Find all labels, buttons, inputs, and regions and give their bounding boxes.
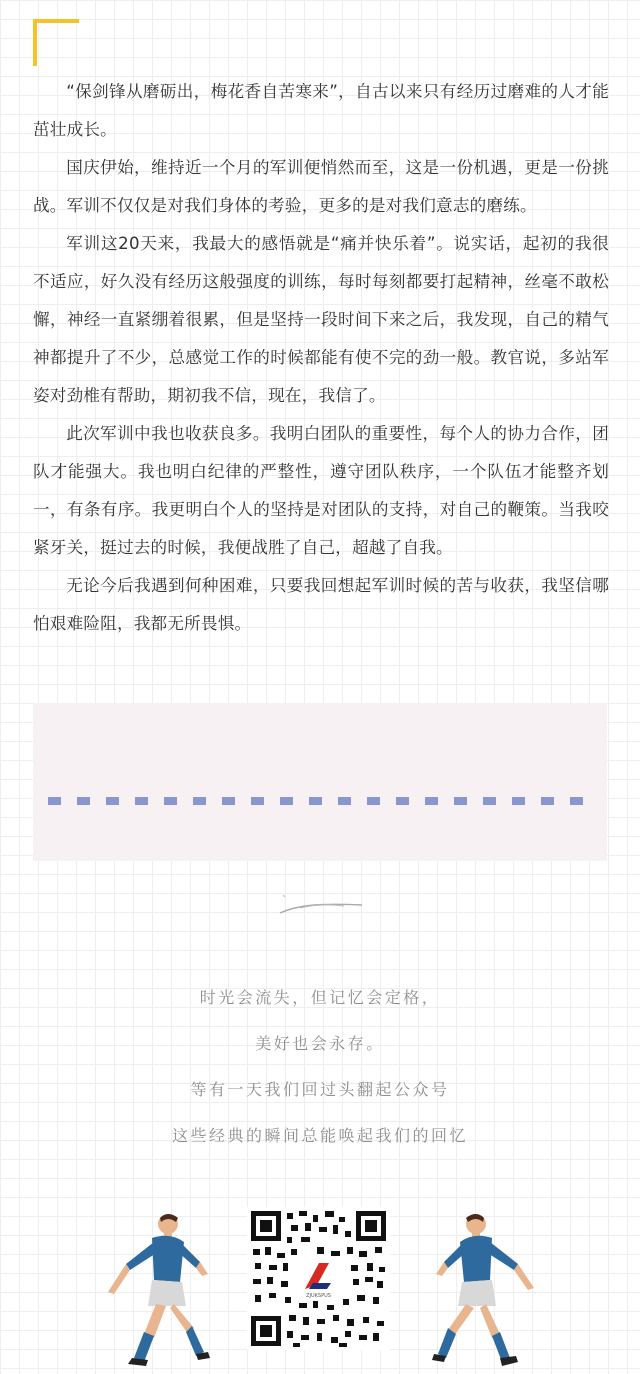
paragraph: “保剑锋从磨砺出，梅花香自苦寒来”，自古以来只有经历过磨难的人才能茁壮成长。 bbox=[33, 82, 609, 139]
paragraph: 军训这20天来，我最大的感悟就是“痛并快乐着”。说实话，起初的我很不适应，好久没有经历这般强度的训练，每时每刻都要打起精神，丝毫不敢松懈，神经一直紧绷着很累，但是坚持一段时间下来之后，我发现，自己的精气神都提升了不少，总感觉工作的时候都能有使不完的劲一般。教官说，多站军姿对劲椎有帮助，期初我不信，现在，我信了。 bbox=[33, 234, 609, 405]
article-body bbox=[33, 73, 609, 643]
paragraph: 此次军训中我也收获良多。我明白团队的重要性，每个人的协力合作，团队才能强大。我也明白纪律的严整性，遵守团队秩序，一个队伍才能整齐划一，有条有序。我更明白个人的坚持是对团队的支持，对自己的鞭策。当我咬紧牙关，挺过去的时候，我便战胜了自己，超越了自我。 bbox=[33, 424, 609, 557]
soccer-player-right-illustration bbox=[430, 1208, 540, 1368]
pink-background-panel bbox=[33, 703, 607, 861]
poem-line: 等有一天我们回过头翻起公众号 bbox=[190, 1080, 450, 1099]
soccer-player-left-illustration bbox=[104, 1208, 214, 1368]
poem-line: 美好也会永存。 bbox=[255, 1034, 385, 1053]
paragraph: 国庆伊始，维持近一个月的军训便悄然而至，这是一份机遇，更是一份挑战。军训不仅仅是对我们身体的考验，更多的是对我们意志的磨练。 bbox=[33, 158, 609, 215]
qr-code bbox=[247, 1207, 390, 1350]
paragraph: 无论今后我遇到何种困难，只要我回想起军训时候的苦与收获，我坚信哪怕艰难险阻，我都无所畏惧。 bbox=[33, 576, 609, 633]
qr-logo-text: ZJUKSPUS bbox=[306, 1293, 331, 1299]
corner-bracket-decoration bbox=[33, 19, 79, 66]
poem-line: 这些经典的瞬间总能唤起我们的回忆 bbox=[171, 1126, 468, 1145]
poem-line: 时光会流失，但记忆会定格， bbox=[199, 988, 441, 1007]
brush-stroke-divider bbox=[278, 893, 364, 917]
qr-pattern bbox=[247, 1207, 390, 1350]
closing-poem bbox=[0, 975, 640, 1159]
dashed-divider bbox=[48, 797, 596, 805]
